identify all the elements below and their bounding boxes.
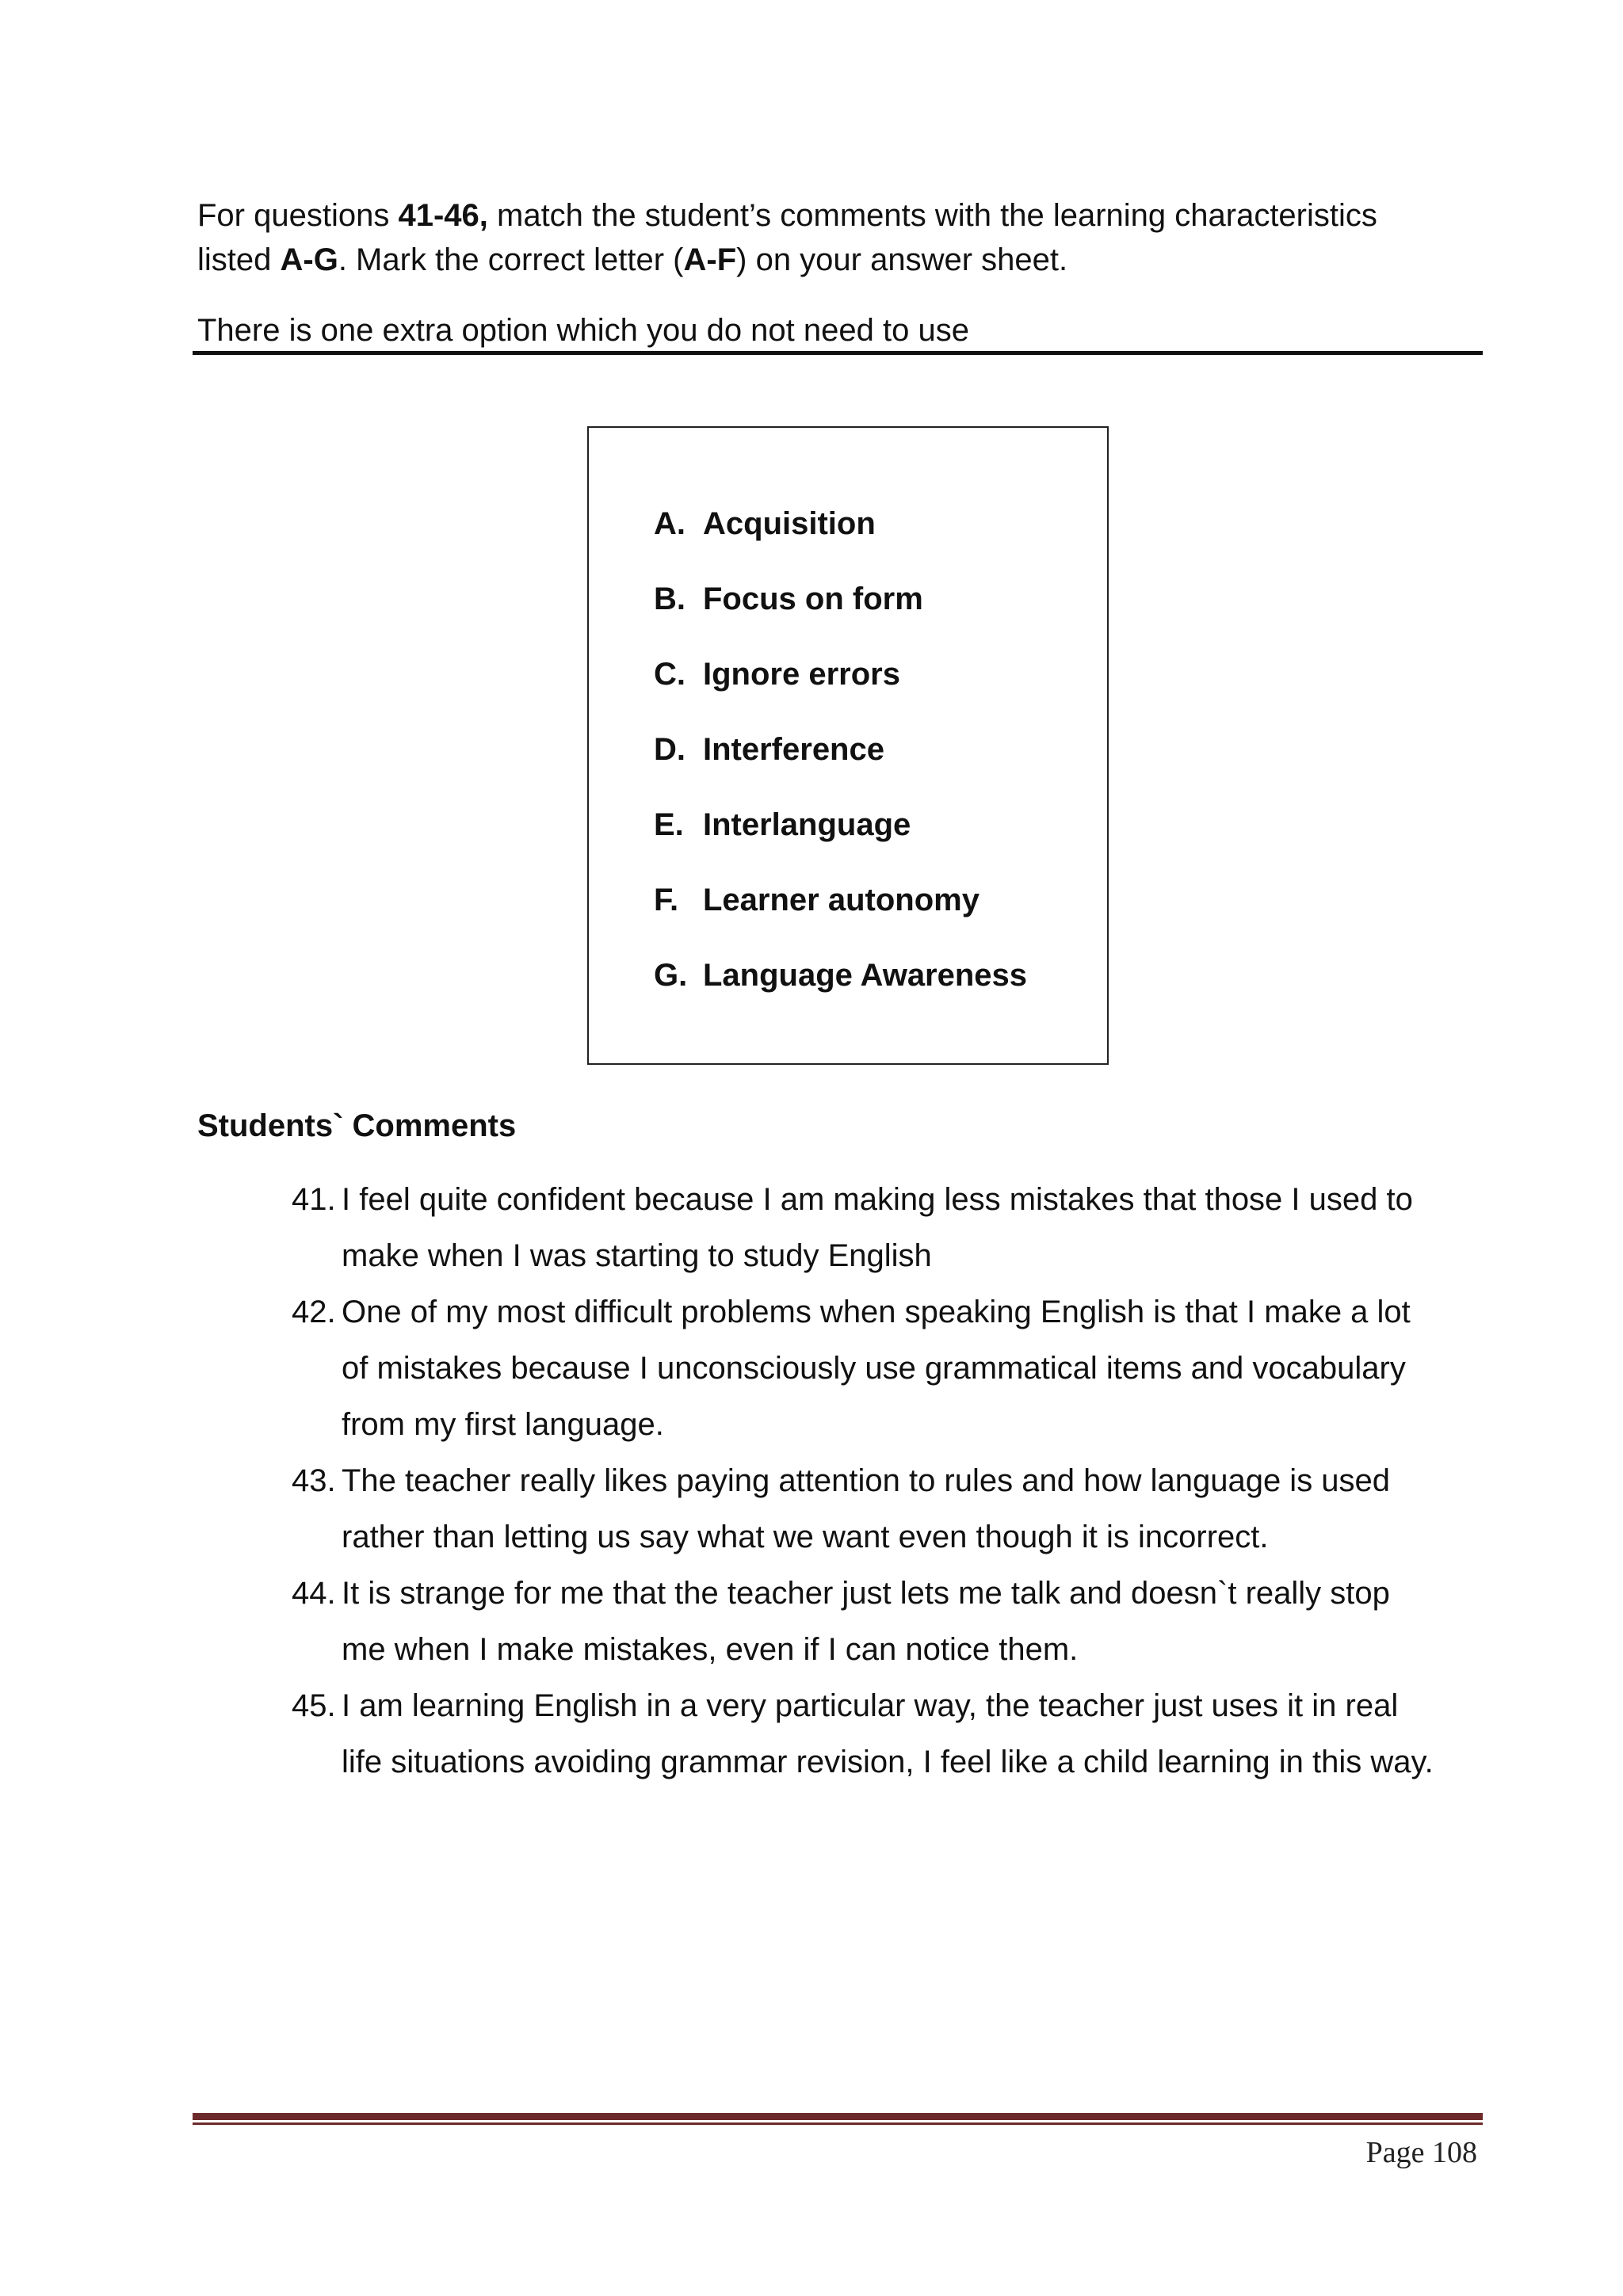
note-underline [193,351,1483,355]
comment-number: 42. [292,1295,336,1329]
option-letter: G. [654,958,688,993]
comment-text: One of my most difficult problems when speaking English is that I make a lot of mistakes because I unconsciously use grammatical items and vocabulary from my first language. [342,1295,1411,1442]
option-label: Focus on form [703,582,923,616]
question-range: 41-46, [398,198,488,233]
option-letter: D. [654,732,685,767]
option-f [654,880,980,920]
option-label: Language Awareness [703,958,1028,993]
comment-text: I am learning English in a very particular way, the teacher just uses it in real life situations avoiding grammar revision, I feel like a child learning in this way. [342,1688,1434,1779]
option-letter: B. [654,582,685,616]
option-d [654,730,884,769]
instructions-line-2: listed A-G. Mark the correct letter (A-F) on your answer sheet. [197,242,1068,277]
comment-number: 45. [292,1688,336,1723]
option-g [654,955,1027,995]
comment-number: 41. [292,1182,336,1217]
instructions [197,193,1465,282]
comment-text: I feel quite confident because I am making less mistakes that those I used to make when I was starting to study English [342,1182,1413,1273]
footer-rule-thin [193,2122,1483,2125]
option-e [654,805,911,845]
option-c [654,654,900,694]
comment-number: 43. [292,1463,336,1498]
option-b [654,579,923,619]
answer-range: A-F [683,242,737,277]
comment-text: The teacher really likes paying attention to rules and how language is used rather than letting us say what we want even though it is incorrect. [342,1463,1391,1554]
option-a [654,504,876,543]
option-label: Acquisition [703,506,876,541]
option-label: Ignore errors [703,657,900,692]
option-letter: F. [654,883,679,917]
page-number: Page 108 [1365,2136,1477,2169]
option-label: Interlanguage [703,807,911,842]
option-range: A-G [280,242,338,277]
comment-text: It is strange for me that the teacher just lets me talk and doesn`t really stop me when I make mistakes, even if I can notice them. [342,1576,1390,1667]
comment-number: 44. [292,1576,336,1611]
option-label: Learner autonomy [703,883,980,917]
options-box [587,426,1109,1065]
comments-heading: Students` Comments [197,1108,517,1143]
option-letter: C. [654,657,685,692]
option-label: Interference [703,732,884,767]
extra-option-note: There is one extra option which you do not need to use [197,313,969,348]
option-letter: A. [654,506,685,541]
option-letter: E. [654,807,684,842]
instructions-line-1: For questions 41-46, match the student’s comments with the learning characteristics [197,198,1377,233]
footer-rule [193,2113,1483,2120]
